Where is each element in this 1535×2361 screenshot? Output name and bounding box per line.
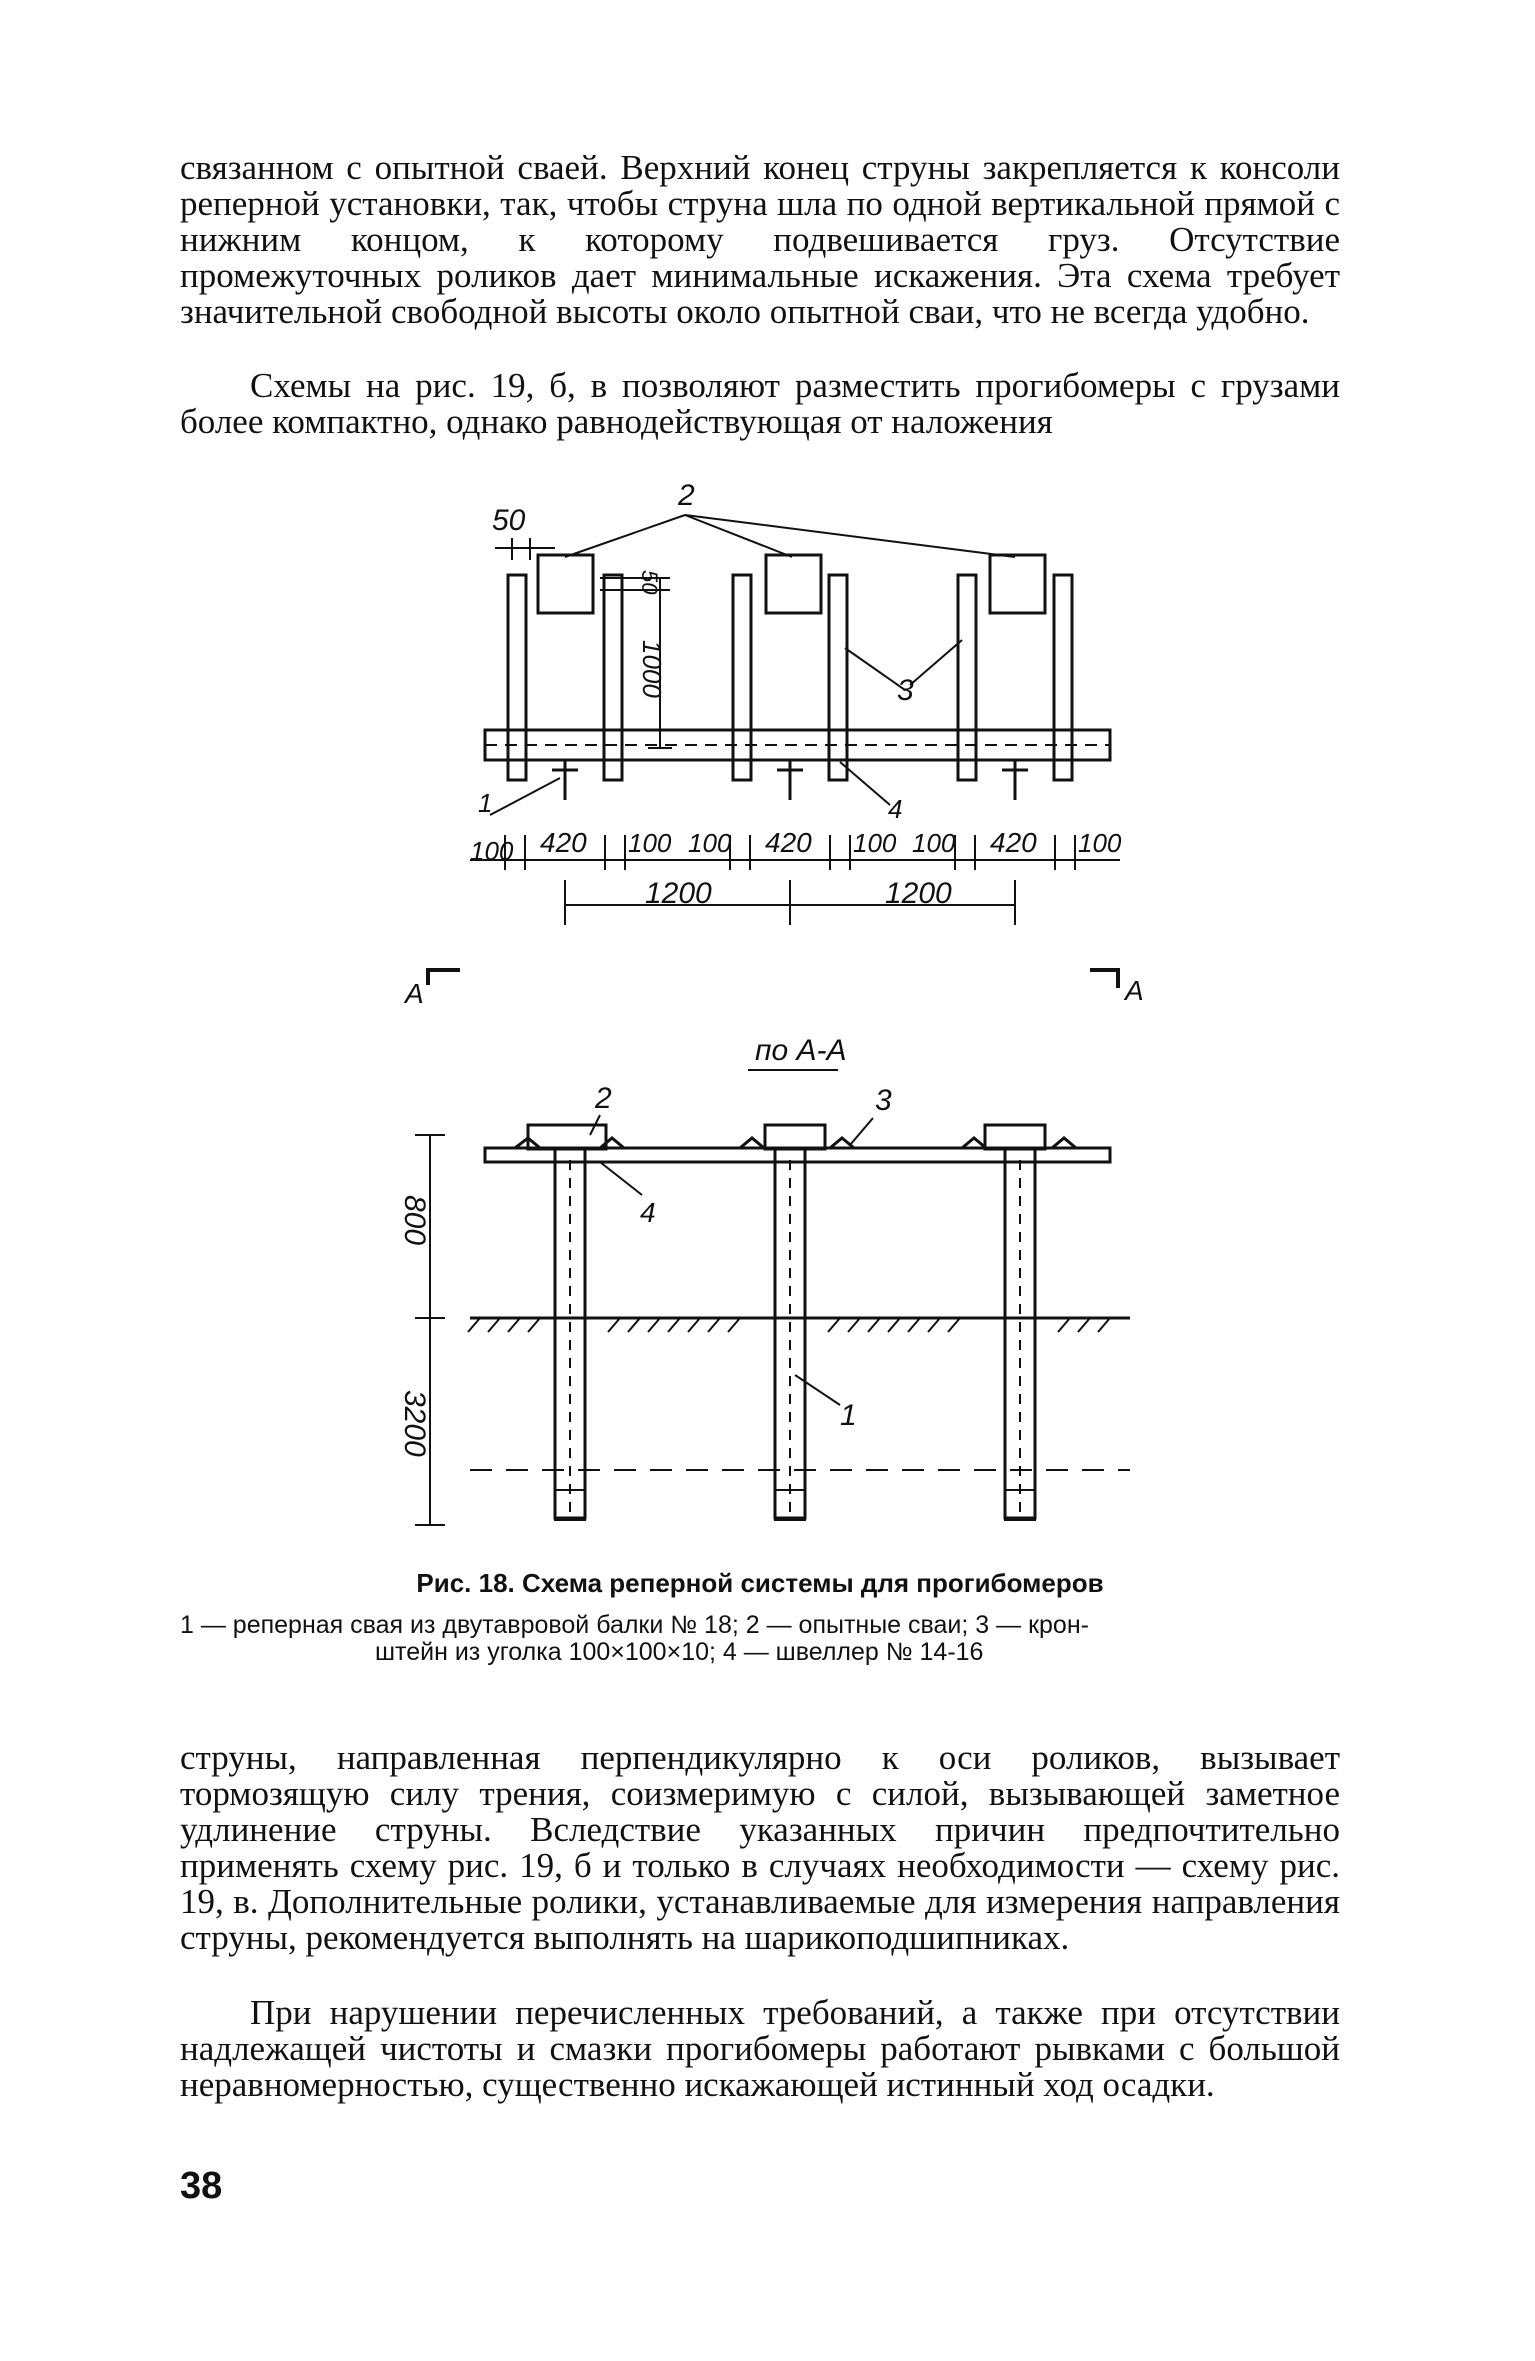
plan-dim-bottom: 100 (470, 836, 514, 866)
section-marker-right: А (1125, 975, 1144, 1006)
figure-legend (180, 1612, 1340, 1666)
plan-dim-bottom: 100 (628, 828, 672, 858)
page-number: 38 (180, 2165, 223, 2207)
plan-callout-3: 3 (897, 674, 914, 707)
plan-callout-4: 4 (888, 794, 903, 824)
figure-caption: Рис. 18. Схема реперной системы для прогибомеров (416, 1568, 1104, 1598)
plan-pile-post (733, 575, 751, 780)
plan-dim-bottom: 420 (540, 827, 587, 858)
paragraph-top-1: связанном с опытной сваей. Верхний конец струны закрепляется к консоли реперной установки, так, чтобы струна шла по одной вертикальной прямой с нижним концом, к которому подвешивается груз. Отсутствие промежуточных роликов дает минимальные искажения. Эта схема требует значительной свободной высоты около опытной сваи, что не всегда удобно. (180, 148, 1340, 331)
plan-callout-2: 2 (678, 479, 695, 512)
paragraph-top-2: Схемы на рис. 19, б, в позволяют разместить прогибомеры с грузами более компактно, однако равнодействующая от наложения (180, 366, 1340, 441)
plan-pile-post (829, 575, 847, 780)
paragraph-bottom-2: При нарушении перечисленных требований, а также при отсутствии надлежащей чистоты и смазки прогибомеры работают рывками с большой неравномерностью, существенно искажающей истинный ход осадки. (180, 1993, 1340, 2104)
plan-dim-1000: 1000 (637, 640, 667, 698)
plan-dim-50-top: 50 (492, 504, 526, 537)
legend-line-1: 1 — реперная свая из двутавровой балки № 18; 2 — опытные сваи; 3 — крон- (180, 1611, 1089, 1639)
section-dim-3200: 3200 (398, 1390, 431, 1457)
plan-test-pile (766, 555, 821, 613)
section-callout-2: 2 (595, 1082, 612, 1115)
plan-dim-50-side: 50 (637, 570, 662, 595)
plan-callout-1: 1 (478, 788, 493, 818)
plan-dim-bottom: 420 (765, 827, 812, 858)
plan-dim-bottom: 420 (990, 827, 1037, 858)
plan-pile-post (1054, 575, 1072, 780)
plan-dim-bottom: 100 (1078, 828, 1122, 858)
section-callout-1: 1 (840, 1399, 857, 1432)
legend-line-2: штейн из уголка 100×100×10; 4 — швеллер № 14-16 (375, 1638, 984, 1666)
plan-dim-bottom: 100 (688, 828, 732, 858)
plan-view (428, 515, 1120, 988)
section-dim-800: 800 (398, 1195, 431, 1246)
section-callout-4: 4 (640, 1197, 656, 1228)
paragraph-bottom-1: струны, направленная перпендикулярно к оси роликов, вызывает тормозящую силу трения, соизмеримую с силой, вызывающей заметное удлинение струны. Вследствие указанных причин предпочтительно применять схему рис. 19, б и только в случаях необходимости — схему рис. 19, в. Дополнительные ролики, устанавливаемые для измерения направления струны, рекомендуется выполнять на шарикоподшипниках. (180, 1738, 1340, 1957)
plan-span-1200: 1200 (645, 877, 712, 910)
plan-test-pile (538, 555, 593, 613)
plan-dim-bottom: 100 (853, 828, 897, 858)
section-title: по А-А (755, 1034, 847, 1067)
plan-test-pile (990, 555, 1045, 613)
plan-pile-post (958, 575, 976, 780)
plan-pile-post (604, 575, 622, 780)
section-marker-left: А (405, 978, 424, 1009)
section-view (415, 1115, 1130, 1525)
plan-span-1200: 1200 (885, 877, 952, 910)
section-callout-3: 3 (875, 1084, 892, 1117)
plan-dim-bottom: 100 (912, 828, 956, 858)
plan-pile-post (508, 575, 526, 780)
